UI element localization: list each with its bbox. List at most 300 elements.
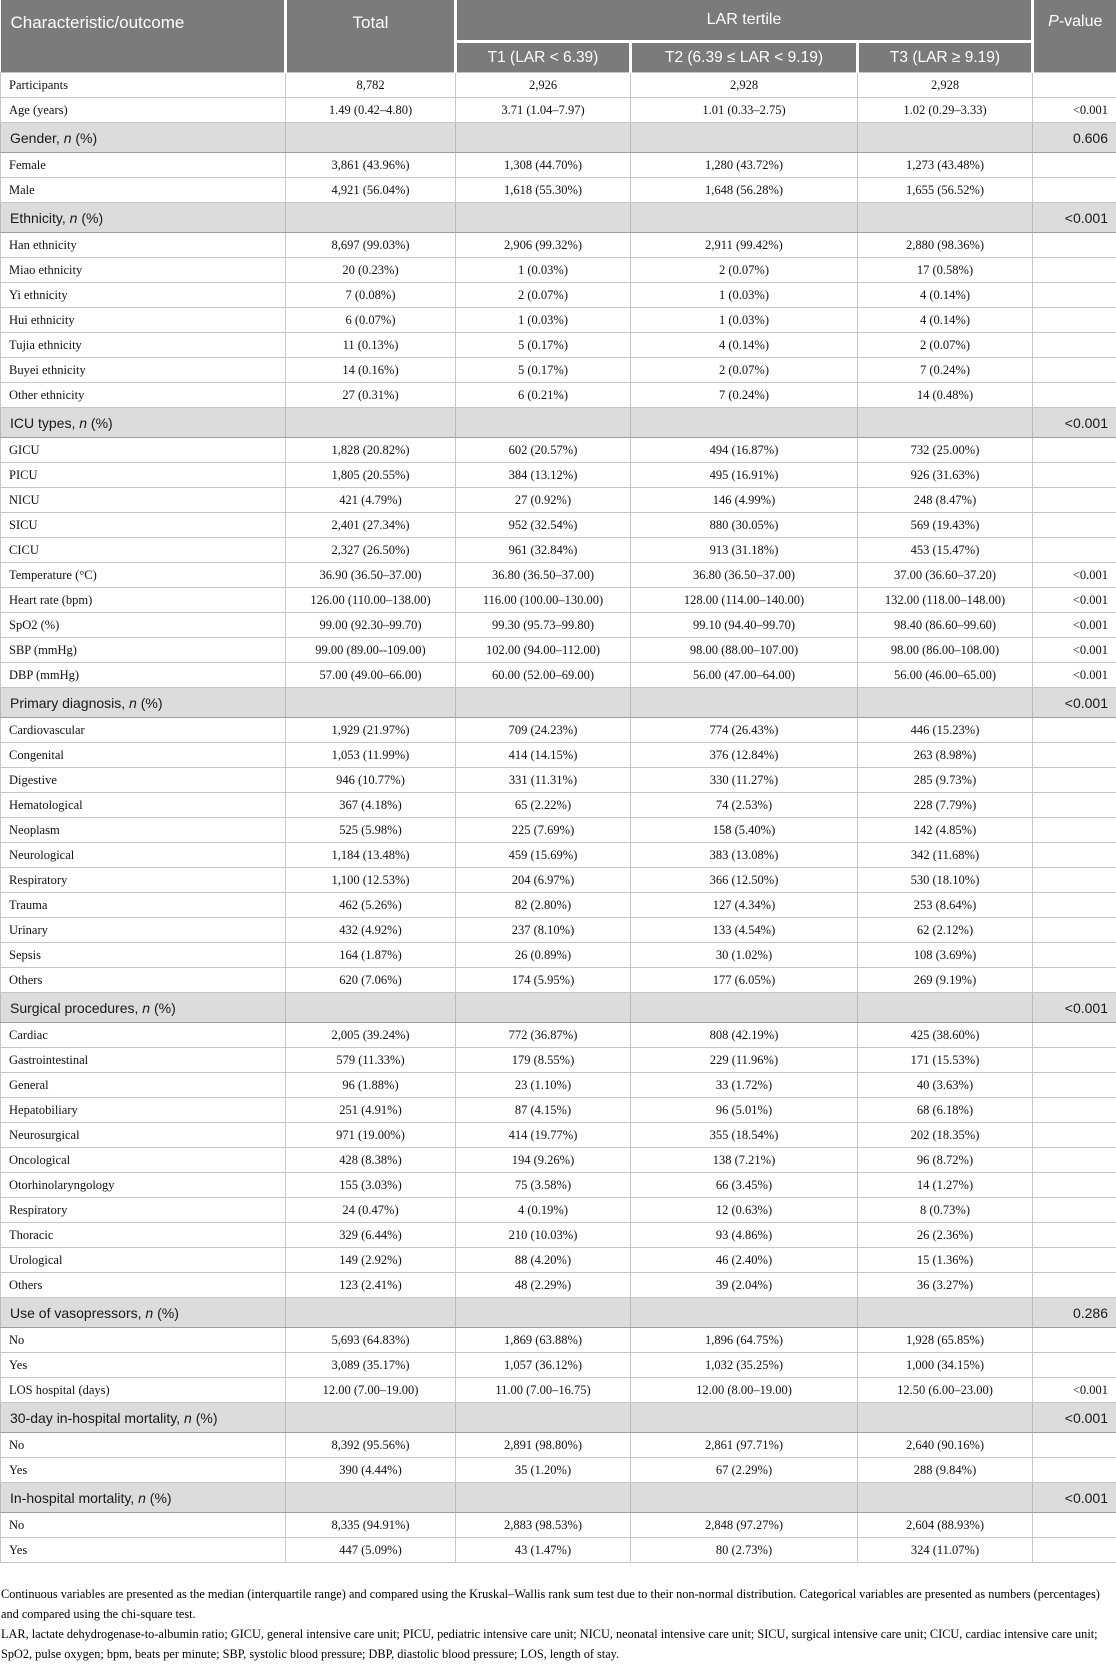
- table-row: [1, 613, 1116, 638]
- t2-value: [631, 1403, 858, 1433]
- table-row: [1, 488, 1116, 513]
- t2-value: 133 (4.54%): [631, 918, 858, 943]
- t2-value: 56.00 (47.00–64.00): [631, 663, 858, 688]
- total-value: 8,782: [286, 73, 456, 98]
- t3-value: 14 (1.27%): [858, 1173, 1033, 1198]
- t2-value: 383 (13.08%): [631, 843, 858, 868]
- t2-value: [631, 203, 858, 233]
- total-value: [286, 1483, 456, 1513]
- total-value: 1.49 (0.42–4.80): [286, 98, 456, 123]
- t3-value: 17 (0.58%): [858, 258, 1033, 283]
- row-label: Miao ethnicity: [1, 258, 286, 283]
- t1-value: 88 (4.20%): [456, 1248, 631, 1273]
- p-value: [1033, 233, 1116, 258]
- table-row: [1, 1023, 1116, 1048]
- row-label: No: [1, 1513, 286, 1538]
- t1-value: 60.00 (52.00–69.00): [456, 663, 631, 688]
- total-value: 462 (5.26%): [286, 893, 456, 918]
- col-header-total: Total: [286, 0, 456, 73]
- t2-value: 177 (6.05%): [631, 968, 858, 993]
- t3-value: [858, 123, 1033, 153]
- table-row: [1, 1378, 1116, 1403]
- row-label: Respiratory: [1, 1198, 286, 1223]
- p-value: [1033, 893, 1116, 918]
- total-value: 99.00 (92.30–99.70): [286, 613, 456, 638]
- total-value: 126.00 (110.00–138.00): [286, 588, 456, 613]
- t2-value: 1.01 (0.33–2.75): [631, 98, 858, 123]
- t1-value: [456, 1403, 631, 1433]
- t1-value: [456, 408, 631, 438]
- t1-value: 82 (2.80%): [456, 893, 631, 918]
- p-value: [1033, 1248, 1116, 1273]
- t3-value: [858, 203, 1033, 233]
- t3-value: 98.00 (86.00–108.00): [858, 638, 1033, 663]
- t2-value: [631, 1298, 858, 1328]
- p-value: [1033, 868, 1116, 893]
- total-value: 3,861 (43.96%): [286, 153, 456, 178]
- t1-value: 116.00 (100.00–130.00): [456, 588, 631, 613]
- total-value: 14 (0.16%): [286, 358, 456, 383]
- p-value: [1033, 1513, 1116, 1538]
- t2-value: 2 (0.07%): [631, 358, 858, 383]
- row-label: Congenital: [1, 743, 286, 768]
- t3-value: 453 (15.47%): [858, 538, 1033, 563]
- p-value: [1033, 918, 1116, 943]
- t3-value: 926 (31.63%): [858, 463, 1033, 488]
- t1-value: 961 (32.84%): [456, 538, 631, 563]
- t2-value: 1,032 (35.25%): [631, 1353, 858, 1378]
- table-row: [1, 1223, 1116, 1248]
- t2-value: 138 (7.21%): [631, 1148, 858, 1173]
- total-value: 2,327 (26.50%): [286, 538, 456, 563]
- total-value: [286, 1298, 456, 1328]
- t1-value: 602 (20.57%): [456, 438, 631, 463]
- table-row: [1, 843, 1116, 868]
- t1-value: 225 (7.69%): [456, 818, 631, 843]
- t2-value: 12 (0.63%): [631, 1198, 858, 1223]
- t3-value: 732 (25.00%): [858, 438, 1033, 463]
- total-value: 971 (19.00%): [286, 1123, 456, 1148]
- p-value: [1033, 358, 1116, 383]
- row-label: Urological: [1, 1248, 286, 1273]
- total-value: 3,089 (35.17%): [286, 1353, 456, 1378]
- t3-value: 1,000 (34.15%): [858, 1353, 1033, 1378]
- table-row: [1, 663, 1116, 688]
- t2-value: 774 (26.43%): [631, 718, 858, 743]
- total-value: 1,805 (20.55%): [286, 463, 456, 488]
- total-value: 8,697 (99.03%): [286, 233, 456, 258]
- p-value: <0.001: [1033, 588, 1116, 613]
- p-value: [1033, 1458, 1116, 1483]
- t2-value: 808 (42.19%): [631, 1023, 858, 1048]
- t1-value: 2,926: [456, 73, 631, 98]
- p-value: <0.001: [1033, 98, 1116, 123]
- table-row: [1, 98, 1116, 123]
- row-label: Other ethnicity: [1, 383, 286, 408]
- p-value: [1033, 258, 1116, 283]
- p-value: [1033, 1328, 1116, 1353]
- t3-value: 1,655 (56.52%): [858, 178, 1033, 203]
- row-label: Primary diagnosis, n (%): [1, 688, 286, 718]
- t3-value: 62 (2.12%): [858, 918, 1033, 943]
- row-label: Trauma: [1, 893, 286, 918]
- t3-value: 263 (8.98%): [858, 743, 1033, 768]
- t3-value: [858, 408, 1033, 438]
- t2-value: 36.80 (36.50–37.00): [631, 563, 858, 588]
- t2-value: 66 (3.45%): [631, 1173, 858, 1198]
- p-value: [1033, 1223, 1116, 1248]
- t1-value: 6 (0.21%): [456, 383, 631, 408]
- p-value: [1033, 1023, 1116, 1048]
- total-value: 12.00 (7.00–19.00): [286, 1378, 456, 1403]
- t1-value: 43 (1.47%): [456, 1538, 631, 1563]
- table-row: [1, 1198, 1116, 1223]
- total-value: 432 (4.92%): [286, 918, 456, 943]
- row-label: Others: [1, 1273, 286, 1298]
- t1-value: [456, 123, 631, 153]
- section-row: [1, 688, 1116, 718]
- t1-value: 27 (0.92%): [456, 488, 631, 513]
- table-row: [1, 538, 1116, 563]
- p-value: [1033, 1148, 1116, 1173]
- table-row: [1, 1173, 1116, 1198]
- t1-value: [456, 993, 631, 1023]
- t1-value: 4 (0.19%): [456, 1198, 631, 1223]
- t3-value: 2,604 (88.93%): [858, 1513, 1033, 1538]
- t3-value: 530 (18.10%): [858, 868, 1033, 893]
- row-label: ICU types, n (%): [1, 408, 286, 438]
- total-value: 1,929 (21.97%): [286, 718, 456, 743]
- p-value: [1033, 1353, 1116, 1378]
- t2-value: 99.10 (94.40–99.70): [631, 613, 858, 638]
- t2-value: 1,280 (43.72%): [631, 153, 858, 178]
- t2-value: 158 (5.40%): [631, 818, 858, 843]
- row-label: Others: [1, 968, 286, 993]
- table-body: [1, 73, 1116, 1563]
- p-value: 0.286: [1033, 1298, 1116, 1328]
- row-label: Hepatobiliary: [1, 1098, 286, 1123]
- p-value: <0.001: [1033, 688, 1116, 718]
- t3-value: 108 (3.69%): [858, 943, 1033, 968]
- total-value: [286, 688, 456, 718]
- table-row: [1, 768, 1116, 793]
- t2-value: [631, 688, 858, 718]
- row-label: Female: [1, 153, 286, 178]
- table-row: [1, 73, 1116, 98]
- total-value: 20 (0.23%): [286, 258, 456, 283]
- t1-value: 87 (4.15%): [456, 1098, 631, 1123]
- table-row: [1, 1538, 1116, 1563]
- p-value: <0.001: [1033, 993, 1116, 1023]
- t1-value: 65 (2.22%): [456, 793, 631, 818]
- row-label: GICU: [1, 438, 286, 463]
- t1-value: 210 (10.03%): [456, 1223, 631, 1248]
- t1-value: 952 (32.54%): [456, 513, 631, 538]
- t3-value: 4 (0.14%): [858, 283, 1033, 308]
- row-label: Male: [1, 178, 286, 203]
- t2-value: 46 (2.40%): [631, 1248, 858, 1273]
- t1-value: 414 (14.15%): [456, 743, 631, 768]
- t2-value: 1,648 (56.28%): [631, 178, 858, 203]
- t3-value: 14 (0.48%): [858, 383, 1033, 408]
- t1-value: [456, 688, 631, 718]
- row-label: Surgical procedures, n (%): [1, 993, 286, 1023]
- t2-value: 39 (2.04%): [631, 1273, 858, 1298]
- section-row: [1, 1403, 1116, 1433]
- t3-value: 248 (8.47%): [858, 488, 1033, 513]
- t1-value: 331 (11.31%): [456, 768, 631, 793]
- total-value: 27 (0.31%): [286, 383, 456, 408]
- table-row: [1, 233, 1116, 258]
- p-value: [1033, 943, 1116, 968]
- t3-value: [858, 1403, 1033, 1433]
- p-value: [1033, 488, 1116, 513]
- total-value: 620 (7.06%): [286, 968, 456, 993]
- p-value: <0.001: [1033, 1378, 1116, 1403]
- row-label: Sepsis: [1, 943, 286, 968]
- t1-value: 2 (0.07%): [456, 283, 631, 308]
- p-value: <0.001: [1033, 408, 1116, 438]
- total-value: 11 (0.13%): [286, 333, 456, 358]
- t3-value: 36 (3.27%): [858, 1273, 1033, 1298]
- table-row: [1, 1073, 1116, 1098]
- t2-value: 30 (1.02%): [631, 943, 858, 968]
- t1-value: 237 (8.10%): [456, 918, 631, 943]
- table-row: [1, 383, 1116, 408]
- p-value: [1033, 818, 1116, 843]
- row-label: Ethnicity, n (%): [1, 203, 286, 233]
- total-value: 1,184 (13.48%): [286, 843, 456, 868]
- total-value: 1,828 (20.82%): [286, 438, 456, 463]
- t1-value: 414 (19.77%): [456, 1123, 631, 1148]
- p-value: [1033, 463, 1116, 488]
- table-row: [1, 918, 1116, 943]
- t2-value: 376 (12.84%): [631, 743, 858, 768]
- row-label: No: [1, 1328, 286, 1353]
- t3-value: 4 (0.14%): [858, 308, 1033, 333]
- table-row: [1, 463, 1116, 488]
- total-value: 428 (8.38%): [286, 1148, 456, 1173]
- p-value: <0.001: [1033, 203, 1116, 233]
- row-label: Respiratory: [1, 868, 286, 893]
- t1-value: 204 (6.97%): [456, 868, 631, 893]
- t3-value: 26 (2.36%): [858, 1223, 1033, 1248]
- t1-value: 23 (1.10%): [456, 1073, 631, 1098]
- row-label: Temperature (°C): [1, 563, 286, 588]
- t1-value: 459 (15.69%): [456, 843, 631, 868]
- t1-value: 35 (1.20%): [456, 1458, 631, 1483]
- t1-value: 3.71 (1.04–7.97): [456, 98, 631, 123]
- total-value: 329 (6.44%): [286, 1223, 456, 1248]
- p-value: [1033, 1433, 1116, 1458]
- table-row: [1, 1273, 1116, 1298]
- total-value: 421 (4.79%): [286, 488, 456, 513]
- footnote-abbreviations: LAR, lactate dehydrogenase-to-albumin ratio; GICU, general intensive care unit; PICU, pediatric intensive care unit; NICU, neonatal intensive care unit; SICU, surgical intensive care unit; CICU, cardiac intensive care unit; SpO2, pulse oxygen; bpm, beats per minute; SBP, systolic blood pressure; DBP, diastolic blood pressure; LOS, length of stay.: [0, 1625, 1116, 1665]
- total-value: 24 (0.47%): [286, 1198, 456, 1223]
- t1-value: 194 (9.26%): [456, 1148, 631, 1173]
- t1-value: 102.00 (94.00–112.00): [456, 638, 631, 663]
- row-label: Gender, n (%): [1, 123, 286, 153]
- t2-value: 880 (30.05%): [631, 513, 858, 538]
- t3-value: 202 (18.35%): [858, 1123, 1033, 1148]
- t2-value: 2,848 (97.27%): [631, 1513, 858, 1538]
- t3-value: 2,880 (98.36%): [858, 233, 1033, 258]
- total-value: 447 (5.09%): [286, 1538, 456, 1563]
- t3-value: [858, 993, 1033, 1023]
- table-row: [1, 868, 1116, 893]
- header-row-top: [1, 0, 1116, 42]
- row-label: Hematological: [1, 793, 286, 818]
- t1-value: 1,308 (44.70%): [456, 153, 631, 178]
- total-value: 4,921 (56.04%): [286, 178, 456, 203]
- row-label: Urinary: [1, 918, 286, 943]
- table-row: [1, 818, 1116, 843]
- total-value: 251 (4.91%): [286, 1098, 456, 1123]
- p-value: [1033, 1538, 1116, 1563]
- table-row: [1, 153, 1116, 178]
- row-label: Hui ethnicity: [1, 308, 286, 333]
- total-value: 99.00 (89.00--109.00): [286, 638, 456, 663]
- row-label: Neurological: [1, 843, 286, 868]
- t1-value: 26 (0.89%): [456, 943, 631, 968]
- t1-value: 5 (0.17%): [456, 358, 631, 383]
- row-label: Yes: [1, 1538, 286, 1563]
- t3-value: 288 (9.84%): [858, 1458, 1033, 1483]
- total-value: 8,392 (95.56%): [286, 1433, 456, 1458]
- t1-value: [456, 203, 631, 233]
- total-value: 7 (0.08%): [286, 283, 456, 308]
- section-row: [1, 203, 1116, 233]
- table-row: [1, 1098, 1116, 1123]
- p-value: [1033, 743, 1116, 768]
- t2-value: 2,861 (97.71%): [631, 1433, 858, 1458]
- table-row: [1, 358, 1116, 383]
- total-value: [286, 408, 456, 438]
- section-row: [1, 408, 1116, 438]
- row-label: SpO2 (%): [1, 613, 286, 638]
- t1-value: 11.00 (7.00–16.75): [456, 1378, 631, 1403]
- row-label: Cardiovascular: [1, 718, 286, 743]
- row-label: In-hospital mortality, n (%): [1, 1483, 286, 1513]
- t1-value: 384 (13.12%): [456, 463, 631, 488]
- t1-value: 2,906 (99.32%): [456, 233, 631, 258]
- table-row: [1, 178, 1116, 203]
- col-header-t3: T3 (LAR ≥ 9.19): [858, 42, 1033, 73]
- t2-value: 67 (2.29%): [631, 1458, 858, 1483]
- table-row: [1, 943, 1116, 968]
- table-row: [1, 793, 1116, 818]
- total-value: 149 (2.92%): [286, 1248, 456, 1273]
- p-value: [1033, 333, 1116, 358]
- p-value: [1033, 1198, 1116, 1223]
- p-value: [1033, 438, 1116, 463]
- row-label: DBP (mmHg): [1, 663, 286, 688]
- t2-value: 366 (12.50%): [631, 868, 858, 893]
- table-row: [1, 283, 1116, 308]
- t3-value: 37.00 (36.60–37.20): [858, 563, 1033, 588]
- p-value: [1033, 308, 1116, 333]
- row-label: General: [1, 1073, 286, 1098]
- t2-value: 127 (4.34%): [631, 893, 858, 918]
- t3-value: [858, 1298, 1033, 1328]
- p-value: <0.001: [1033, 1483, 1116, 1513]
- t3-value: 8 (0.73%): [858, 1198, 1033, 1223]
- t2-value: 1 (0.03%): [631, 308, 858, 333]
- t3-value: 1,928 (65.85%): [858, 1328, 1033, 1353]
- table-footnotes: [0, 1585, 1116, 1665]
- total-value: 164 (1.87%): [286, 943, 456, 968]
- footnote-statistics: Continuous variables are presented as the median (interquartile range) and compared using the Kruskal–Wallis rank sum test due to their non-normal distribution. Categorical variables are presented as numbers (percentages) and compared using the chi-square test.: [0, 1585, 1116, 1625]
- t3-value: 342 (11.68%): [858, 843, 1033, 868]
- t2-value: 128.00 (114.00–140.00): [631, 588, 858, 613]
- t2-value: 355 (18.54%): [631, 1123, 858, 1148]
- p-value: [1033, 793, 1116, 818]
- section-row: [1, 1483, 1116, 1513]
- t1-value: 1,869 (63.88%): [456, 1328, 631, 1353]
- row-label: Cardiac: [1, 1023, 286, 1048]
- p-value: <0.001: [1033, 638, 1116, 663]
- total-value: 1,053 (11.99%): [286, 743, 456, 768]
- p-value: [1033, 1098, 1116, 1123]
- t2-value: 96 (5.01%): [631, 1098, 858, 1123]
- total-value: 8,335 (94.91%): [286, 1513, 456, 1538]
- p-value: <0.001: [1033, 613, 1116, 638]
- t2-value: 80 (2.73%): [631, 1538, 858, 1563]
- t3-value: 253 (8.64%): [858, 893, 1033, 918]
- t3-value: [858, 688, 1033, 718]
- table-row: [1, 743, 1116, 768]
- p-value: [1033, 768, 1116, 793]
- total-value: [286, 203, 456, 233]
- row-label: Yes: [1, 1458, 286, 1483]
- t3-value: 2 (0.07%): [858, 333, 1033, 358]
- row-label: Digestive: [1, 768, 286, 793]
- t2-value: 12.00 (8.00–19.00): [631, 1378, 858, 1403]
- t2-value: 2 (0.07%): [631, 258, 858, 283]
- table-row: [1, 1458, 1116, 1483]
- p-value: [1033, 718, 1116, 743]
- col-header-characteristic: Characteristic/outcome: [1, 0, 286, 73]
- t1-value: 174 (5.95%): [456, 968, 631, 993]
- t2-value: [631, 1483, 858, 1513]
- table-row: [1, 333, 1116, 358]
- t3-value: 269 (9.19%): [858, 968, 1033, 993]
- row-label: Neurosurgical: [1, 1123, 286, 1148]
- total-value: 2,005 (39.24%): [286, 1023, 456, 1048]
- p-value: [1033, 1123, 1116, 1148]
- t2-value: 2,928: [631, 73, 858, 98]
- t2-value: [631, 993, 858, 1023]
- t1-value: 179 (8.55%): [456, 1048, 631, 1073]
- total-value: 123 (2.41%): [286, 1273, 456, 1298]
- row-label: LOS hospital (days): [1, 1378, 286, 1403]
- table-row: [1, 1248, 1116, 1273]
- p-value: [1033, 153, 1116, 178]
- t3-value: 569 (19.43%): [858, 513, 1033, 538]
- t3-value: 98.40 (86.60–99.60): [858, 613, 1033, 638]
- t2-value: 495 (16.91%): [631, 463, 858, 488]
- t3-value: [858, 1483, 1033, 1513]
- t3-value: 142 (4.85%): [858, 818, 1033, 843]
- t2-value: 229 (11.96%): [631, 1048, 858, 1073]
- t3-value: 2,640 (90.16%): [858, 1433, 1033, 1458]
- t2-value: 146 (4.99%): [631, 488, 858, 513]
- t2-value: 98.00 (88.00–107.00): [631, 638, 858, 663]
- t1-value: [456, 1298, 631, 1328]
- row-label: Participants: [1, 73, 286, 98]
- p-value: [1033, 73, 1116, 98]
- p-value: [1033, 968, 1116, 993]
